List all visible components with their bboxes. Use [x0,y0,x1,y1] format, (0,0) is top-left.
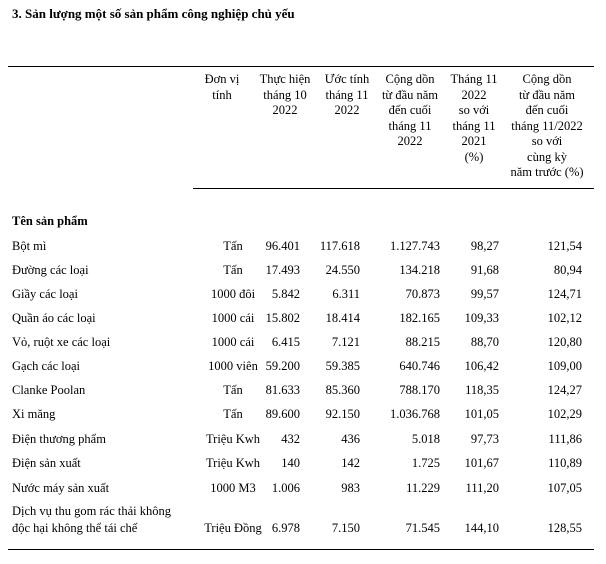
row-nov-estimate: 436 [341,432,360,446]
row-unit: 1000 đôi [210,287,256,301]
row-ytd: 70.873 [405,287,440,301]
row-name: Bột mì [12,239,47,253]
row-nov-yoy: 118,35 [465,383,499,397]
table-row [0,503,606,535]
page-title: 3. Sản lượng một số sản phẩm công nghiệp chủ yếu [12,6,295,21]
row-ytd: 5.018 [411,432,440,446]
row-nov-yoy: 91,68 [470,263,499,277]
row-oct-actual: 6.978 [271,521,300,535]
row-nov-estimate: 59.385 [325,359,360,373]
table-row [0,238,606,260]
row-unit: Tấn [223,263,243,277]
table-row [0,431,606,453]
row-oct-actual: 5.842 [271,287,300,301]
header-col-nov-estimate: Ước tính tháng 11 2022 [324,72,370,117]
table-row [0,480,606,502]
row-nov-estimate: 85.360 [325,383,360,397]
table-bottom-rule [8,549,594,550]
row-name: Gạch các loại [12,359,81,373]
row-ytd-yoy: 107,05 [547,481,582,495]
row-ytd-yoy: 124,27 [547,383,582,397]
row-oct-actual: 1.006 [271,481,300,495]
row-nov-estimate: 7.121 [331,335,360,349]
row-name: Xi măng [12,407,56,421]
row-ytd-yoy: 102,12 [547,311,582,325]
row-nov-estimate: 7.150 [331,521,360,535]
header-col-ytd: Cộng dồn từ đầu năm đến cuối tháng 11 2022 [381,72,439,148]
row-ytd: 134.218 [399,263,440,277]
row-ytd-yoy: 110,89 [548,456,582,470]
row-ytd: 1.036.768 [390,407,440,421]
row-nov-estimate: 142 [341,456,360,470]
row-unit: Triệu Đồng [204,521,262,535]
row-name: Giầy các loại [12,287,78,301]
row-unit: Tấn [223,383,243,397]
header-unit: Đơn vị tính [204,72,240,102]
row-unit: Triệu Kwh [205,456,261,470]
table-top-rule [8,66,594,67]
row-nov-estimate: 24.550 [325,263,360,277]
row-ytd: 71.545 [405,521,440,535]
row-nov-yoy: 97,73 [470,432,499,446]
row-ytd-yoy: 102,29 [547,407,582,421]
row-name: Điện sản xuất [12,456,81,470]
row-ytd: 182.165 [399,311,440,325]
row-oct-actual: 81.633 [265,383,300,397]
section-label: Tên sản phẩm [12,214,88,228]
row-ytd-yoy: 121,54 [547,239,582,253]
row-ytd-yoy: 80,94 [553,263,582,277]
table-row [0,455,606,477]
row-name: Nước máy sản xuất [12,481,110,495]
table-row [0,406,606,428]
table-row [0,334,606,356]
row-nov-estimate: 92.150 [325,407,360,421]
row-unit: 1000 viên [208,359,258,373]
header-col-oct-actual: Thực hiện tháng 10 2022 [259,72,311,117]
row-nov-yoy: 109,33 [464,311,499,325]
row-oct-actual: 140 [281,456,300,470]
row-oct-actual: 17.493 [265,263,300,277]
row-nov-yoy: 101,05 [464,407,499,421]
header-col-ytd-yoy: Cộng dồn từ đầu năm đến cuối tháng 11/2022 so với cùng kỳ năm trước (%) [510,72,584,179]
row-nov-yoy: 106,42 [464,359,499,373]
table-row [0,382,606,404]
row-oct-actual: 6.415 [271,335,300,349]
row-nov-yoy: 144,10 [464,521,499,535]
row-name: Quần áo các loại [12,311,96,325]
row-oct-actual: 89.600 [265,407,300,421]
row-ytd: 640.746 [399,359,440,373]
table-row [0,262,606,284]
header-col-nov-yoy: Tháng 11 2022 so với tháng 11 2021 (%) [450,72,498,164]
row-oct-actual: 432 [281,432,300,446]
row-ytd: 1.725 [411,456,440,470]
row-oct-actual: 59.200 [265,359,300,373]
row-ytd: 11.229 [406,481,440,495]
row-unit: 1000 cái [211,311,255,325]
row-nov-estimate: 18.414 [325,311,360,325]
table-row [0,286,606,308]
row-unit: 1000 cái [211,335,255,349]
row-name: Vỏ, ruột xe các loại [12,335,111,349]
row-nov-yoy: 88,70 [470,335,499,349]
row-unit: Tấn [223,239,243,253]
row-ytd-yoy: 128,55 [547,521,582,535]
row-ytd-yoy: 124,71 [547,287,582,301]
row-oct-actual: 15.802 [265,311,300,325]
row-ytd: 88.215 [405,335,440,349]
row-name: Điện thương phẩm [12,432,106,446]
row-nov-yoy: 111,20 [465,481,499,495]
row-oct-actual: 96.401 [265,239,300,253]
row-unit: Triệu Kwh [205,432,261,446]
table-row [0,310,606,332]
row-ytd-yoy: 109,00 [547,359,582,373]
row-name: Clanke Poolan [12,383,86,397]
row-ytd: 788.170 [399,383,440,397]
row-nov-yoy: 99,57 [470,287,499,301]
row-ytd: 1.127.743 [390,239,440,253]
row-ytd-yoy: 120,80 [547,335,582,349]
row-ytd-yoy: 111,86 [548,432,582,446]
row-nov-estimate: 983 [341,481,360,495]
row-nov-yoy: 98,27 [470,239,499,253]
row-name: Đường các loại [12,263,89,277]
row-unit: Tấn [223,407,243,421]
table-row [0,358,606,380]
header-bottom-rule [193,188,594,189]
row-nov-estimate: 117.618 [319,239,360,253]
row-nov-yoy: 101,67 [464,456,499,470]
row-unit: 1000 M3 [210,481,256,495]
row-name: Dịch vụ thu gom rác thải không độc hại không thể tái chế [12,504,171,535]
row-nov-estimate: 6.311 [332,287,360,301]
